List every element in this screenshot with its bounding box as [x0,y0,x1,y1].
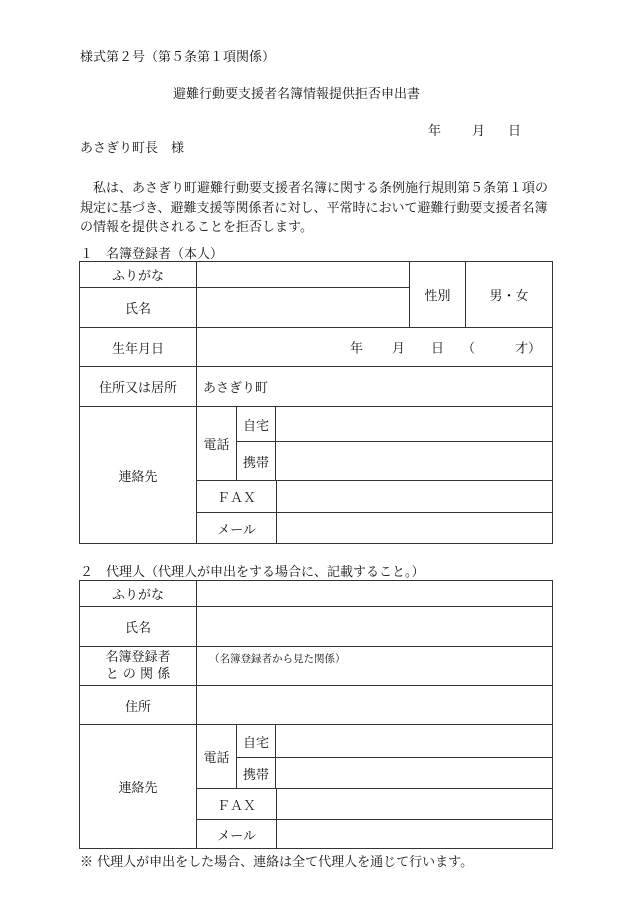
s1-mail-label: メール [197,513,277,543]
s2-home-label: 自宅 [237,725,276,757]
s1-fax-label: ＦＡＸ [197,481,277,512]
s1-address-label: 住所又は居所 [80,367,197,407]
s2-name-label: 氏名 [80,607,197,647]
s1-mail-field[interactable] [277,513,552,543]
section2-table [79,580,553,849]
s2-relation-label-line2: と の 関 係 [105,667,171,682]
s1-mobile-field[interactable] [276,442,552,480]
form-number: 様式第２号（第５条第１項関係） [80,50,276,65]
s1-contact-label: 連絡先 [80,407,197,544]
s2-furigana-field[interactable] [197,581,553,607]
s1-phone-label: 電話 [197,407,237,481]
date-month-label: 月 [472,124,486,139]
s2-phone-label: 電話 [197,725,237,789]
date-day-label: 日 [508,124,522,139]
s1-birth-open-paren: （ [462,341,476,357]
s2-contact-label: 連絡先 [80,725,197,849]
section2-heading: ２ 代理人（代理人が申出をする場合に、記載すること。） [80,565,425,580]
s2-mobile-label: 携帯 [237,758,276,788]
s1-name-label: 氏名 [80,288,197,328]
date-year-label: 年 [428,124,442,139]
s2-relation-label-line1: 名簿登録者 [105,650,171,665]
document-title: 避難行動要支援者名簿情報提供拒否申出書 [173,87,421,102]
footnote: ※ 代理人が申出をした場合、連絡は全て代理人を通じて行います。 [80,855,474,870]
s1-birth-field[interactable] [197,328,553,367]
section1-heading: １ 名簿登録者（本人） [80,247,224,262]
s1-home-label: 自宅 [237,407,276,441]
s2-home-field[interactable] [276,725,552,757]
s2-mail-field[interactable] [277,820,552,848]
s2-fax-field[interactable] [277,789,552,819]
s1-furigana-label: ふりがな [80,262,197,288]
s1-fax-field[interactable] [277,481,552,512]
section1-table [79,261,553,544]
s1-mobile-label: 携帯 [237,442,276,480]
s2-name-field[interactable] [197,607,553,647]
s1-gender-options[interactable]: 男・女 [466,262,553,328]
s2-relation-field[interactable]: （名簿登録者から見た関係） [197,647,553,686]
s2-fax-label: ＦＡＸ [197,789,277,819]
s2-mail-label: メール [197,820,277,848]
s1-home-field[interactable] [276,407,552,441]
s1-name-field[interactable] [197,288,410,328]
s1-birth-year: 年 [350,341,364,357]
s2-furigana-label: ふりがな [80,581,197,607]
addressee: あさぎり町長 様 [80,141,185,156]
s2-relation-label [80,647,197,686]
s1-birth-month: 月 [392,341,406,357]
s1-birth-label: 生年月日 [80,328,197,367]
s2-address-label: 住所 [80,686,197,725]
s1-address-field[interactable]: あさぎり町 [197,367,553,407]
s1-gender-label: 性別 [410,262,466,328]
s1-birth-age: 才） [515,341,542,357]
s1-furigana-field[interactable] [197,262,410,288]
s1-birth-day: 日 [431,341,445,357]
s2-address-field[interactable] [197,686,553,725]
s2-mobile-field[interactable] [276,758,552,788]
body-paragraph: 私は、あさぎり町避難行動要支援者名簿に関する条例施行規則第５条第１項の規定に基づき、避難支援等関係者に対し、平常時において避難行動要支援者名簿の情報を提供されることを拒否します。 [80,181,549,235]
